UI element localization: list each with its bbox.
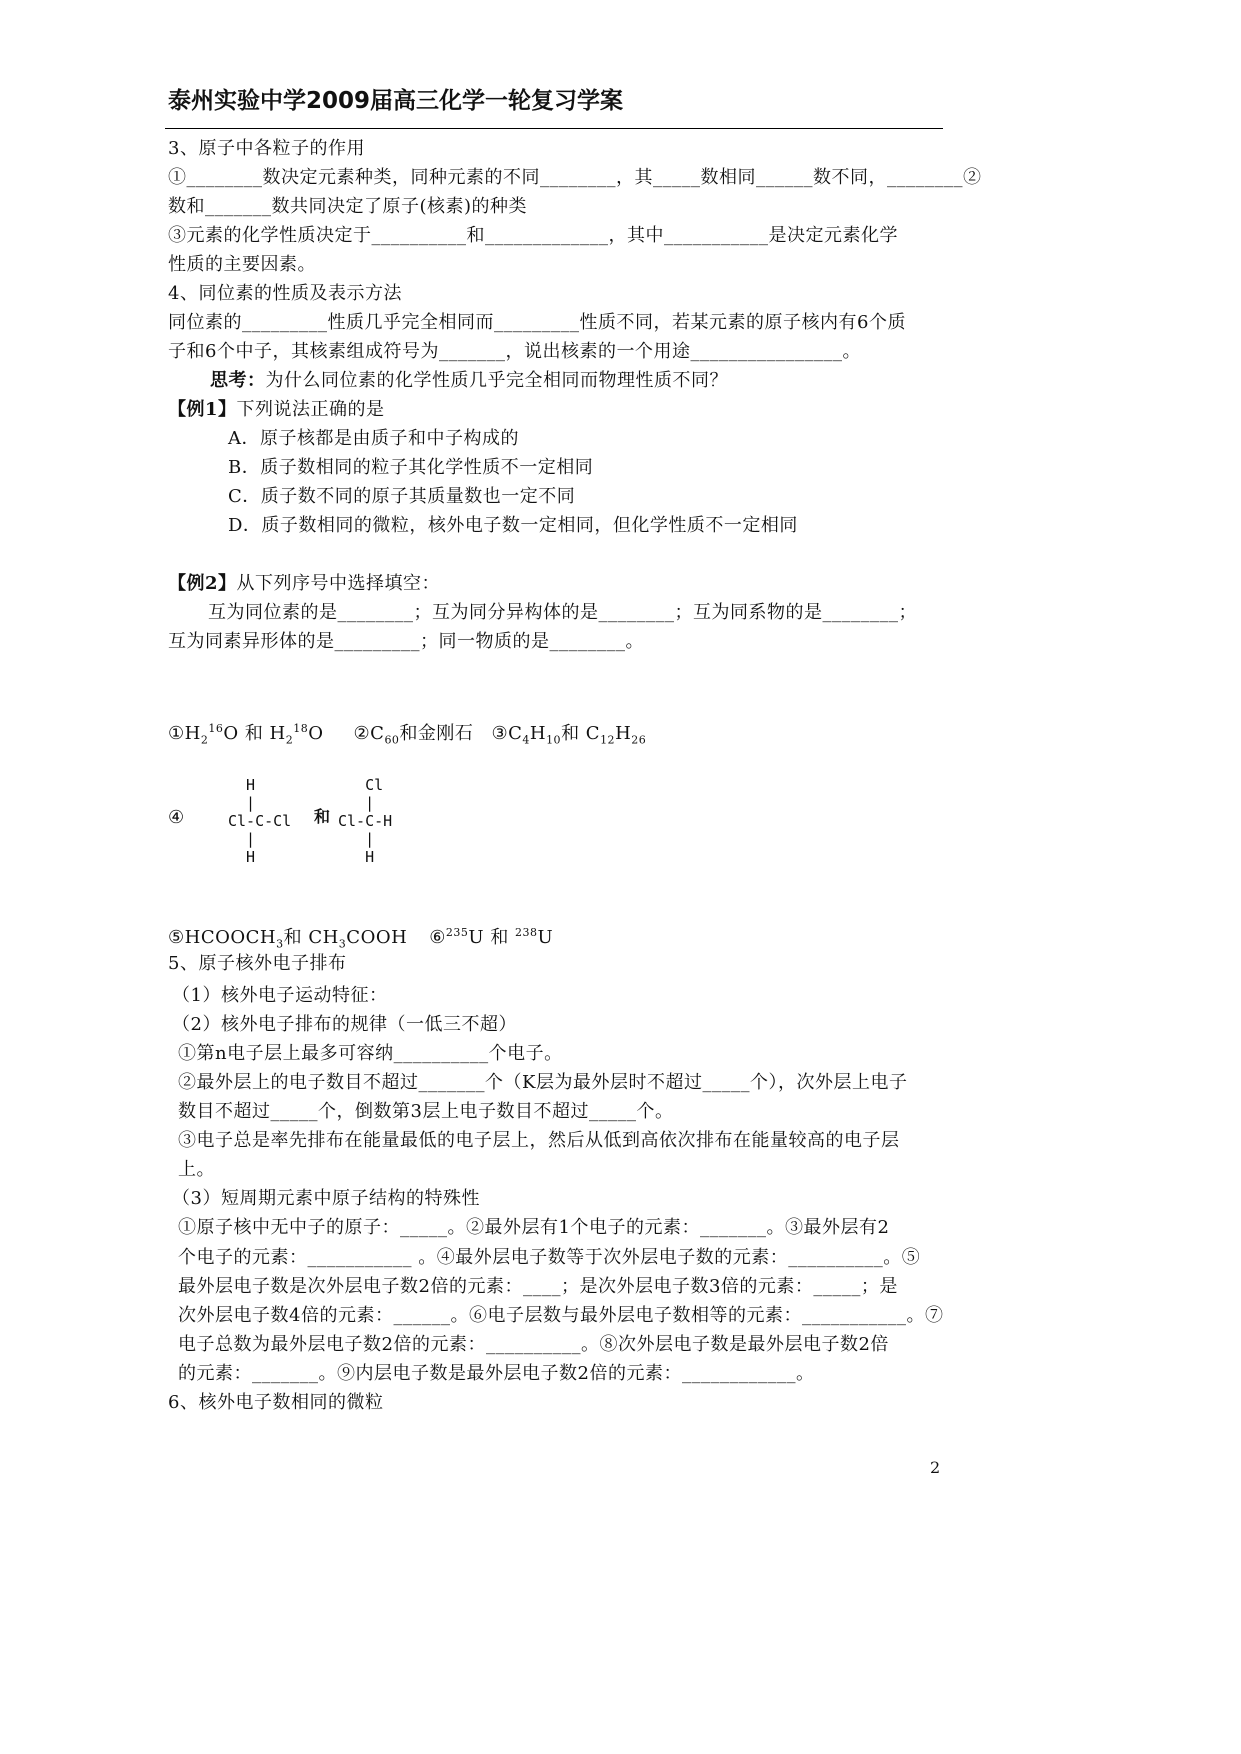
think-text: 为什么同位素的化学性质几乎完全相同而物理性质不同？ xyxy=(265,370,728,391)
text-line: 互为同位素的是________；互为同分异构体的是________；互为同系物的是________； xyxy=(208,602,917,623)
options-row-1 xyxy=(168,718,646,752)
subscript: 2 xyxy=(285,733,294,747)
choice-b: B．质子数相同的粒子其化学性质不一定相同 xyxy=(228,457,594,478)
text-line: 同位素的_________性质几乎完全相同而_________性质不同，若某元素的原子核内有6个质 xyxy=(168,312,906,333)
example-1-stem: 下列说法正确的是 xyxy=(236,399,385,420)
text-line: ②最外层上的电子数目不超过_______个（K层为最外层时不超过_____个），次外层上电子 xyxy=(178,1072,908,1093)
text-line: （1）核外电子运动特征： xyxy=(172,985,388,1006)
example-1-label: 【例1】 xyxy=(168,399,237,420)
superscript: 18 xyxy=(293,722,309,735)
section-5-heading: 5、原子核外电子排布 xyxy=(168,953,347,974)
text-line: 互为同素异形体的是_________；同一物质的是________。 xyxy=(168,631,644,652)
header-divider xyxy=(165,128,943,129)
options-row-3 xyxy=(168,922,553,956)
text-line: 的元素：_______。⑨内层电子数是最外层电子数2倍的元素：____________。 xyxy=(178,1363,815,1384)
text: O 和 xyxy=(223,723,270,744)
text: H xyxy=(269,723,286,744)
section-3-heading: 3、原子中各粒子的作用 xyxy=(168,138,365,159)
option-5-mark: ⑤ xyxy=(168,927,185,948)
structural-formula-2 xyxy=(338,776,392,866)
text: U xyxy=(537,927,554,948)
subscript: 4 xyxy=(522,733,530,747)
subscript: 3 xyxy=(276,937,284,951)
text-line: 电子总数为最外层电子数2倍的元素：__________。⑧次外层电子数是最外层电子数2倍 xyxy=(178,1334,889,1355)
text: 和 C xyxy=(561,723,601,744)
text-line: 个电子的元素：___________ 。④最外层电子数等于次外层电子数的元素：__________。⑤ xyxy=(178,1247,921,1268)
and-text: 和 xyxy=(314,807,331,826)
text-line: ①________数决定元素种类，同种元素的不同________，其_____数相同______数不同，________② xyxy=(168,167,982,188)
text-line: ①原子核中无中子的原子：_____。②最外层有1个电子的元素：_______。③最外层有2 xyxy=(178,1217,890,1238)
section-6-heading: 6、核外电子数相同的微粒 xyxy=(168,1392,384,1413)
struct-top: H xyxy=(228,776,256,794)
think-label: 思考： xyxy=(210,370,266,391)
subscript: 2 xyxy=(200,733,209,747)
text: HCOOCH xyxy=(184,927,277,948)
text-line: 数目不超过_____个，倒数第3层上电子数目不超过_____个。 xyxy=(178,1101,674,1122)
text-line: 数和_______数共同决定了原子(核素)的种类 xyxy=(168,196,528,217)
text-line: 次外层电子数4倍的元素：______。⑥电子层数与最外层电子数相等的元素：___________。⑦ xyxy=(178,1305,944,1326)
superscript: 16 xyxy=(208,722,224,735)
struct-mid: Cl-C-Cl xyxy=(228,812,292,830)
text: C xyxy=(508,723,523,744)
subscript: 60 xyxy=(384,733,400,747)
subscript: 26 xyxy=(631,733,647,747)
example-2-label: 【例2】 xyxy=(168,573,237,594)
text-line: 子和6个中子，其核素组成符号为_______，说出核素的一个用途________________。 xyxy=(168,341,861,362)
struct-top: Cl xyxy=(338,776,384,794)
text: H xyxy=(184,723,201,744)
choice-c: C．质子数不同的原子其质量数也一定不同 xyxy=(228,486,576,507)
text: COOH xyxy=(346,927,408,948)
superscript: 235 xyxy=(445,926,469,939)
text: U 和 xyxy=(468,927,516,948)
struct-bond: | xyxy=(228,794,256,812)
choice-a: A．原子核都是由质子和中子构成的 xyxy=(228,428,519,449)
superscript: 238 xyxy=(515,926,538,939)
choice-d: D．质子数相同的微粒，核外电子数一定相同，但化学性质不一定相同 xyxy=(228,515,798,536)
example-2 xyxy=(168,573,440,595)
option-6-mark: ⑥ xyxy=(429,927,446,948)
struct-bond: | xyxy=(338,830,375,848)
think-question xyxy=(210,370,728,392)
text-line: ③元素的化学性质决定于__________和_____________，其中___________是决定元素化学 xyxy=(168,225,898,246)
subscript: 12 xyxy=(600,733,616,747)
subscript: 3 xyxy=(338,937,347,951)
text-line: 性质的主要因素。 xyxy=(168,254,316,275)
example-1 xyxy=(168,399,385,421)
text: C xyxy=(370,723,385,744)
text-line: 上。 xyxy=(178,1159,215,1180)
page-title: 泰州实验中学2009届高三化学一轮复习学案 xyxy=(168,88,624,114)
struct-bot: H xyxy=(228,848,256,866)
example-2-stem: 从下列序号中选择填空： xyxy=(236,573,441,594)
structural-formula-1 xyxy=(228,776,291,866)
text-line: （3）短周期元素中原子结构的特殊性 xyxy=(172,1188,480,1209)
struct-bond: | xyxy=(228,830,256,848)
page-number: 2 xyxy=(930,1458,941,1477)
text: H xyxy=(529,723,547,744)
text: 和 CH xyxy=(283,927,339,948)
option-1-mark: ① xyxy=(168,723,185,744)
option-2-mark: ② xyxy=(353,723,371,744)
text: 和金刚石 xyxy=(399,723,474,744)
text-line: 最外层电子数是次外层电子数2倍的元素：____；是次外层电子数3倍的元素：_____；是 xyxy=(178,1276,898,1297)
option-3-mark: ③ xyxy=(491,723,509,744)
option-4-mark: ④ xyxy=(168,807,185,828)
section-4-heading: 4、同位素的性质及表示方法 xyxy=(168,283,402,304)
text-line: ①第n电子层上最多可容纳__________个电子。 xyxy=(178,1043,563,1064)
text-line: ③电子总是率先排布在能量最低的电子层上，然后从低到高依次排布在能量较高的电子层 xyxy=(178,1130,900,1151)
struct-bond: | xyxy=(338,794,375,812)
subscript: 10 xyxy=(546,733,562,747)
text-line: （2）核外电子排布的规律（一低三不超） xyxy=(172,1014,517,1035)
struct-bot: H xyxy=(338,848,375,866)
struct-mid: Cl-C-H xyxy=(338,812,393,830)
text: H xyxy=(615,723,632,744)
text: O xyxy=(308,723,324,744)
